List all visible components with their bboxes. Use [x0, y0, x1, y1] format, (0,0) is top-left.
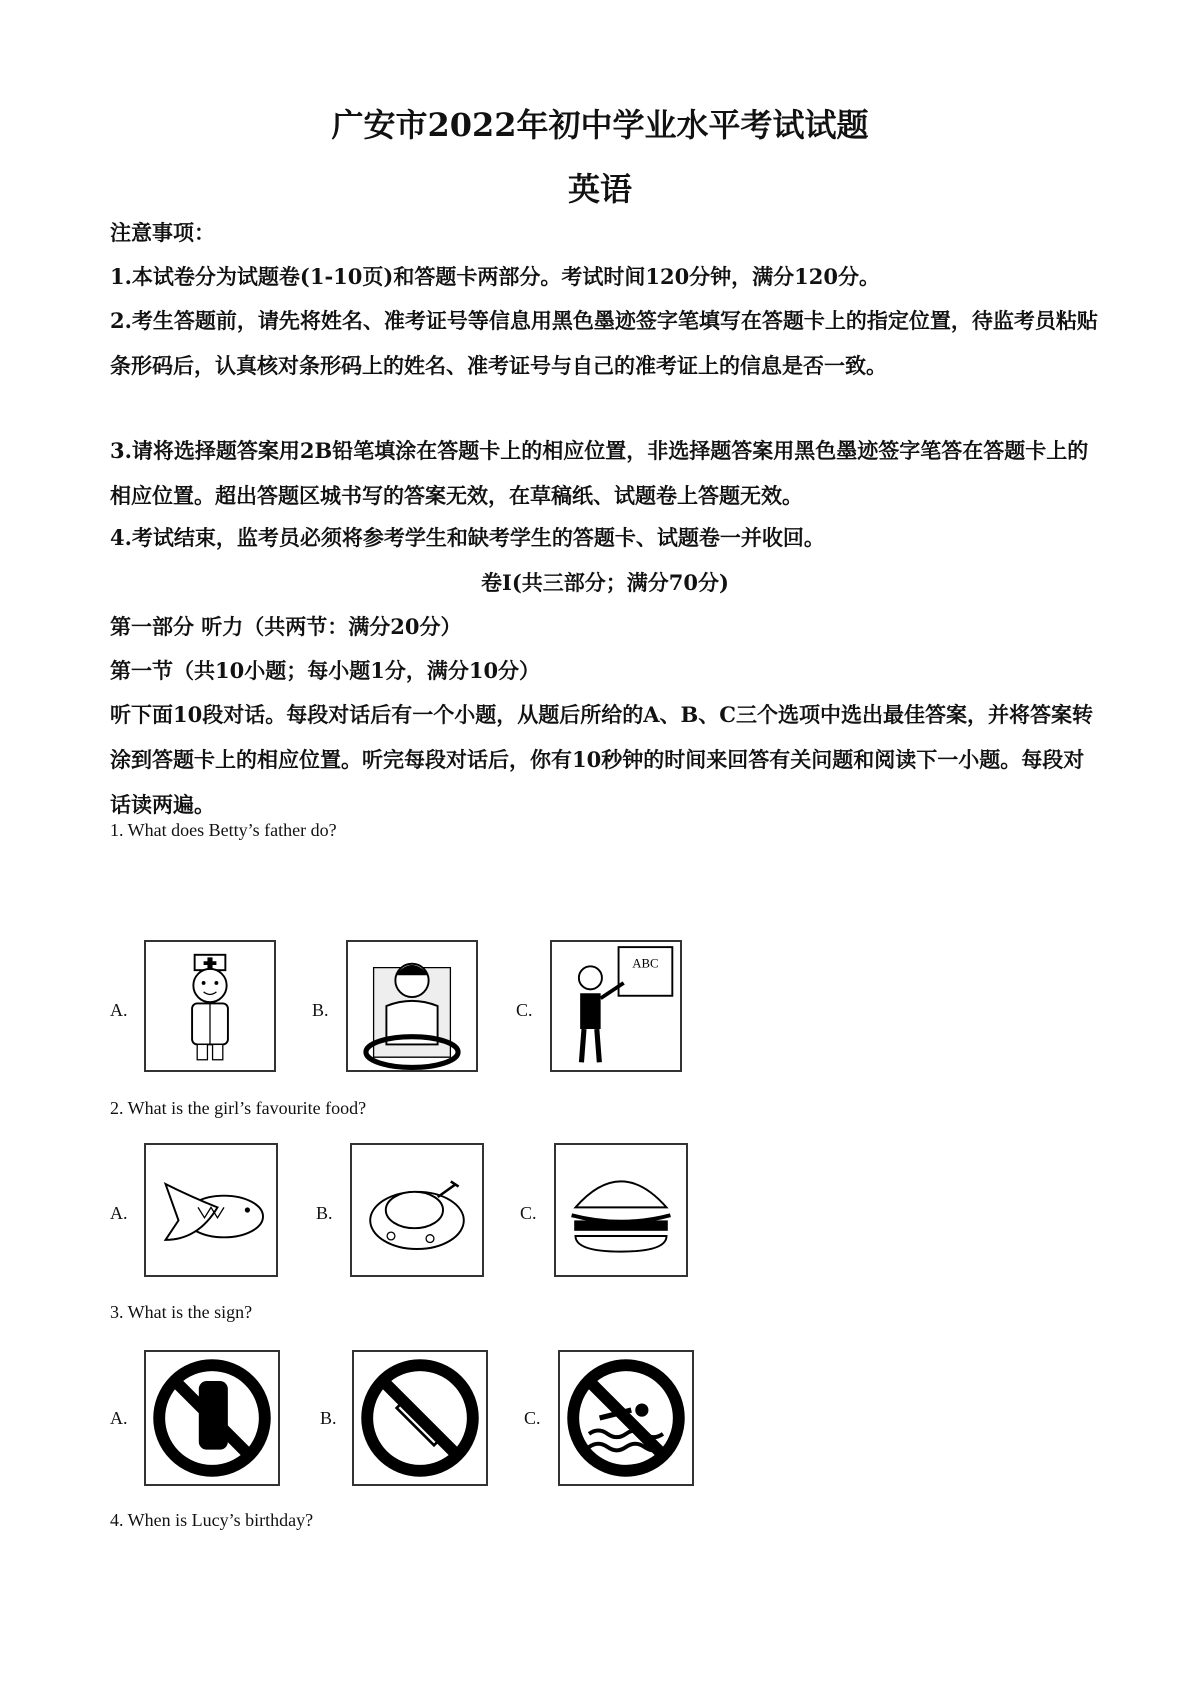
option-label: A.: [110, 1408, 128, 1428]
teacher-icon: [550, 940, 682, 1072]
no-swimming-icon: [558, 1350, 694, 1486]
driver-icon: [346, 940, 478, 1072]
volume-heading: 卷Ⅰ(共三部分；满分70分): [481, 570, 729, 595]
nurse-icon: [144, 940, 276, 1072]
option-label: C.: [520, 1203, 537, 1223]
no-smoking-icon: [352, 1350, 488, 1486]
notice-item-3: 3.请将选择题答案用2B铅笔填涂在答题卡上的相应位置，非选择题答案用黑色墨迹签字笔答在答题卡上的相应位置。超出答题区城书写的答案无效，在草稿纸、试题卷上答题无效。: [110, 438, 1089, 508]
listening-instructions: 听下面10段对话。每段对话后有一个小题，从题后所给的A、B、C三个选项中选出最佳答案，并将答案转涂到答题卡上的相应位置。听完每段对话后，你有10秒钟的时间来回答有关问题和阅读下一小题。每段对话读两遍。: [110, 702, 1093, 817]
notice-item-1: 1.本试卷分为试题卷(1-10页)和答题卡两部分。考试时间120分钟，满分120分。: [110, 264, 881, 289]
option-label: A.: [110, 1203, 128, 1223]
option-label: B.: [312, 1000, 329, 1020]
notice-heading: 注意事项：: [110, 220, 215, 245]
question-2: 2. What is the girl’s favourite food?: [110, 1098, 367, 1118]
section-heading: 第一节（共10小题；每小题1分，满分10分）: [110, 658, 541, 683]
option-label: C.: [524, 1408, 541, 1428]
exam-title: 广安市2022年初中学业水平考试试题: [331, 106, 869, 144]
option-label: A.: [110, 1000, 128, 1020]
option-label: B.: [316, 1203, 333, 1223]
option-label: B.: [320, 1408, 337, 1428]
option-label: C.: [516, 1000, 533, 1020]
hamburger-icon: [554, 1143, 688, 1277]
part-heading: 第一部分 听力（共两节：满分20分）: [110, 614, 462, 639]
fish-icon: [144, 1143, 278, 1277]
chicken-icon: [350, 1143, 484, 1277]
board-text: ABC: [632, 956, 659, 971]
subject-title: 英语: [567, 170, 632, 208]
no-touching-icon: [144, 1350, 280, 1486]
question-4: 4. When is Lucy’s birthday?: [110, 1510, 314, 1530]
notice-item-4: 4.考试结束，监考员必须将参考学生和缺考学生的答题卡、试题卷一并收回。: [110, 525, 825, 550]
question-1: 1. What does Betty’s father do?: [110, 820, 337, 840]
question-3: 3. What is the sign?: [110, 1302, 253, 1322]
notice-item-2: 2.考生答题前，请先将姓名、准考证号等信息用黑色墨迹签字笔填写在答题卡上的指定位置，待监考员粘贴条形码后，认真核对条形码上的姓名、准考证号与自己的准考证上的信息是否一致。: [110, 308, 1098, 378]
